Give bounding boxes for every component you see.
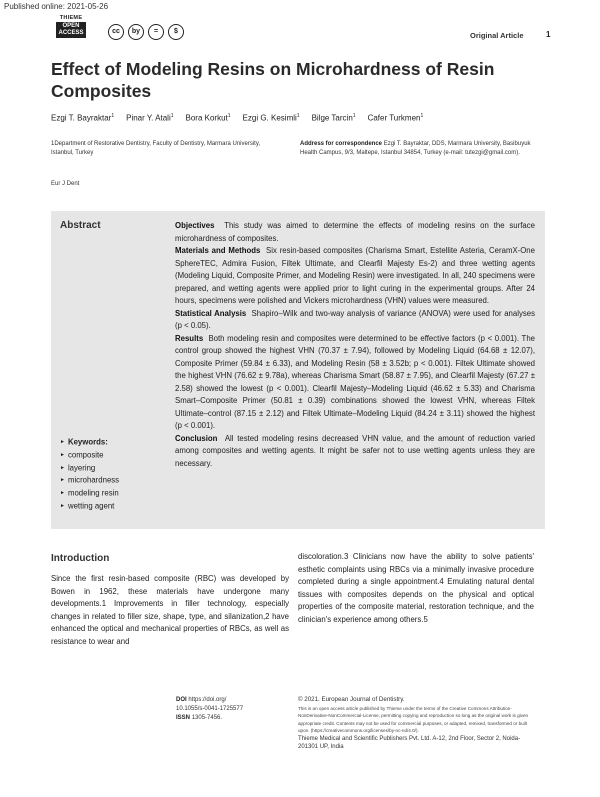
logo-open-access-text: OPEN ACCESS xyxy=(56,22,86,38)
author-list xyxy=(51,113,423,123)
issn-label: ISSN xyxy=(176,715,191,721)
author: Bilge Tarcin$^1$ xyxy=(311,113,356,123)
keywords-list xyxy=(60,436,119,513)
keywords-label: ► Keywords: xyxy=(60,436,119,449)
publisher: Thieme Medical and Scientific Publishers Pvt. Ltd. A-12, 2nd Floor, Sector 2, Noida-201301 UP, India xyxy=(298,735,521,750)
doi-link[interactable]: https://doi.org/ xyxy=(188,697,227,703)
keyword-item: ► modeling resin xyxy=(60,487,119,500)
doi-value: 10.1055/s-0041-1725577 xyxy=(176,706,244,712)
nc-icon: $ xyxy=(168,24,184,40)
abstract-heading: Abstract xyxy=(60,220,101,231)
license-block xyxy=(298,696,538,752)
section-label: Original Article xyxy=(470,31,524,40)
keyword-item: ► wetting agent xyxy=(60,500,119,513)
author: Bora Korkut$^1$ xyxy=(185,113,231,123)
author: Cafer Turkmen$^1$ xyxy=(367,113,424,123)
author: Pinar Y. Atali$^1$ xyxy=(126,113,174,123)
abstract-body xyxy=(175,220,535,470)
by-icon: by xyxy=(128,24,144,40)
introduction-heading: Introduction xyxy=(51,553,110,564)
issn-value: 1305-7456. xyxy=(191,715,223,721)
cc-icon: cc xyxy=(108,24,124,40)
journal-short: Eur J Dent xyxy=(51,181,80,187)
introduction-col2: discoloration.3 Clinicians now have the ability to solve patients' esthetic complaints using RBCs via a minimally invasive procedure completed during a single appointment.4 Emulating natural dental tissues with composites depends on the physical and optical properties of the composite material, restoration technique, and the clinician's experience among others.5 xyxy=(298,552,534,624)
nd-icon: = xyxy=(148,24,164,40)
keyword-item: ► microhardness xyxy=(60,474,119,487)
license-icons xyxy=(108,24,184,40)
correspondence xyxy=(300,140,540,158)
author: Ezgi T. Bayraktar$^1$ xyxy=(51,113,115,123)
logo-thieme-text: THIEME xyxy=(59,15,83,21)
doi-label: DOI xyxy=(176,697,187,703)
correspondence-text: Ezgi T. Bayraktar, DDS, Marmara University, Basibuyuk Health Campus, 9/3, Maltepe, Istanbul 34854, Turkey (e-mail: tutezgi@gmail.com). xyxy=(300,141,531,156)
keyword-item: ► composite xyxy=(60,449,119,462)
abstract-section: Statistical Analysis Shapiro–Wilk and two-way analysis of variance (ANOVA) were used for analyses (p < 0.05). xyxy=(175,308,535,330)
affiliation: 1Department of Restorative Dentistry, Faculty of Dentistry, Marmara University, Istanbul, Turkey xyxy=(51,141,261,156)
abstract-section: Materials and Methods Six resin-based composites (Charisma Smart, Estellite Asteria, CeramX-One SphereTEC, Admira Fusion, Filtek Ultimate, and Clearfil Majesty Es-2) and three wetting agents (Modeling Liquid, Composite Primer, and Modeling Resin) were investigated. In all, 240 specimens were prepared, and wetting agents were applied prior to light curing in the experimental groups. After 24 hours, specimens were polished and Vickers microhardness (VHN) values were measured. xyxy=(175,246,535,305)
doi-block xyxy=(176,696,286,723)
copyright: © 2021. European Journal of Dentistry. xyxy=(298,696,405,703)
thieme-open-access-logo xyxy=(56,15,86,38)
author: Ezgi G. Kesimli$^1$ xyxy=(242,113,300,123)
abstract-section: Objectives This study was aimed to determine the effects of modeling resins on the surface microhardness of composites. xyxy=(175,221,535,243)
page-number: 1 xyxy=(546,30,551,39)
introduction-col1: Since the first resin-based composite (RBC) was developed by Bowen in 1962, these materials have undergone many developments.1 Improvements in filler technology, especially changes in related to filler size, shape, type, and silanization,2 have enhanced the optical and mechanical properties of RBCs, as well as resistance to wear and xyxy=(51,574,289,646)
abstract-section: Results Both modeling resin and composites were determined to be effective factors (p < 0.001). The control group showed the highest VHN (70.37 ± 7.94), followed by Modeling Liquid (64.68 ± 12.07), Composite Primer (59.84 ± 6.33), and Modeling Resin (58 ± 3.52b; p < 0.001). Filtek Ultimate showed the highest VHN (76.62 ± 9.78a), whereas Charisma Smart (58.87 ± 7.95), and Clearfil Majesty (67.27 ± 2.58) showed the lowest (p < 0.001). Clearfil Majesty–Modeling Liquid (46.62 ± 5.33) and Charisma Smart–Composite Primer (50.81 ± 0.39) combinations showed the lowest VHN, whereas Filtek Ultimate–control (87.15 ± 2.12) and Filtek Ultimate–Modeling Liquid (84.24 ± 3.11) showed the highest (p < 0.001). xyxy=(175,333,535,430)
license-text: This is an open access article published by Thieme under the terms of the Creative Commons Attribution-NonDerivative-NonCommercial-License, permitting copying and reproduction so long as the original work is given appropriate credit. Contents may not be used for commercial purposes, or adapted, remixed, transformed or built upon. (https://creativecommons.org/licenses/by-nc-nd/4.0/). xyxy=(298,705,529,733)
correspondence-label: Address for correspondence xyxy=(300,141,383,147)
published-date: Published online: 2021-05-26 xyxy=(4,2,109,11)
abstract-section: Conclusion All tested modeling resins decreased VHN value, and the amount of reduction varied among composites and wetting agents. It might be safer not to use wetting agents unless they are necessary. xyxy=(175,433,535,468)
keyword-item: ► layering xyxy=(60,462,119,475)
article-title: Effect of Modeling Resins on Microhardness of Resin Composites xyxy=(51,59,495,101)
